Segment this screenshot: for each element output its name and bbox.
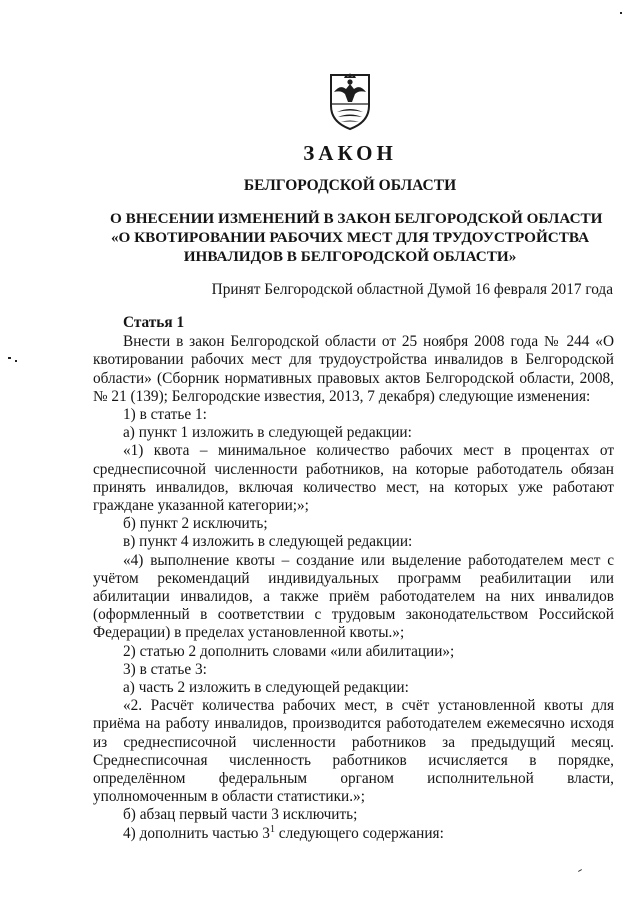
superscript: 1 (269, 823, 275, 835)
scan-speck (15, 360, 17, 362)
subtitle-line: О ВНЕСЕНИИ ИЗМЕНЕНИЙ В ЗАКОН БЕЛГОРОДСКОЙ ОБЛАСТИ (110, 210, 603, 227)
paragraph-text: 4) дополнить частью 3 (123, 824, 270, 842)
article-intro: Внести в закон Белгородской области от 25 ноября 2008 года № 244 «О квотировании рабочих мест для трудоустройства инвалидов в Белгородской области» (Сборник нормативных правовых актов Белгородской области, 2008, № 21 (139); Белгородские известия, 2013, 7 декабря) следующие изменения: (93, 333, 614, 405)
paragraph: «1) квота – минимальное количество рабочих мест в процентах от среднесписочной численности работников, на которые работодатель обязан принять инвалидов, включая количество мест, на которых уже работают граждане указанной категории;»; (93, 442, 614, 515)
paragraph: а) пункт 1 изложить в следующей редакции: (123, 424, 412, 442)
law-subtitle (110, 209, 603, 266)
paragraph: в) пункт 4 изложить в следующей редакции: (123, 533, 413, 551)
article-body (93, 314, 614, 843)
paragraph: 3) в статье 3: (123, 660, 207, 678)
subtitle-line: ИНВАЛИДОВ В БЕЛГОРОДСКОЙ ОБЛАСТИ» (183, 248, 517, 265)
paragraph: б) абзац первый части 3 исключить; (123, 806, 358, 824)
paragraph: б) пункт 2 исключить; (123, 515, 268, 533)
adoption-note: Принят Белгородской областной Думой 16 февраля 2017 года (211, 281, 613, 298)
paragraph: «4) выполнение квоты – создание или выделение работодателем мест с учётом рекомендаций индивидуальных программ реабилитации или абилитации инвалидов, а также приём работодателем на них инвалидов (оформленный в соответствии с трудовым законодательством Российской Федерации) в пределах установленной квоты.»; (93, 551, 614, 642)
paragraph: «2. Расчёт количества рабочих мест, в счёт установленной квоты для приёма на работу инвалидов, производится работодателем ежемесячно исходя из среднесписочной численности работников за предыдущий месяц. Среднесписочная численность работников исчисляется в порядке, определённом федеральным органом исполнительной власти, уполномоченным в области статистики.»; (93, 697, 614, 806)
paragraph (93, 825, 614, 843)
paragraph: 2) статью 2 дополнить словами «или абилитации»; (123, 642, 455, 660)
subtitle-line: «О КВОТИРОВАНИИ РАБОЧИХ МЕСТ ДЛЯ ТРУДОУСТРОЙСТВА (110, 229, 590, 246)
belgorod-coat-of-arms-icon (325, 72, 375, 132)
region-title: БЕЛГОРОДСКОЙ ОБЛАСТИ (243, 177, 457, 194)
scan-speck (8, 357, 11, 359)
paragraph: 1) в статье 1: (123, 406, 207, 424)
paragraph-text: следующего содержания: (274, 824, 444, 842)
paragraph: а) часть 2 изложить в следующей редакции: (123, 679, 409, 697)
document-title: ЗАКОН (303, 141, 397, 165)
scan-speck (620, 12, 622, 14)
scan-speck (578, 869, 582, 872)
article-heading: Статья 1 (123, 314, 185, 331)
